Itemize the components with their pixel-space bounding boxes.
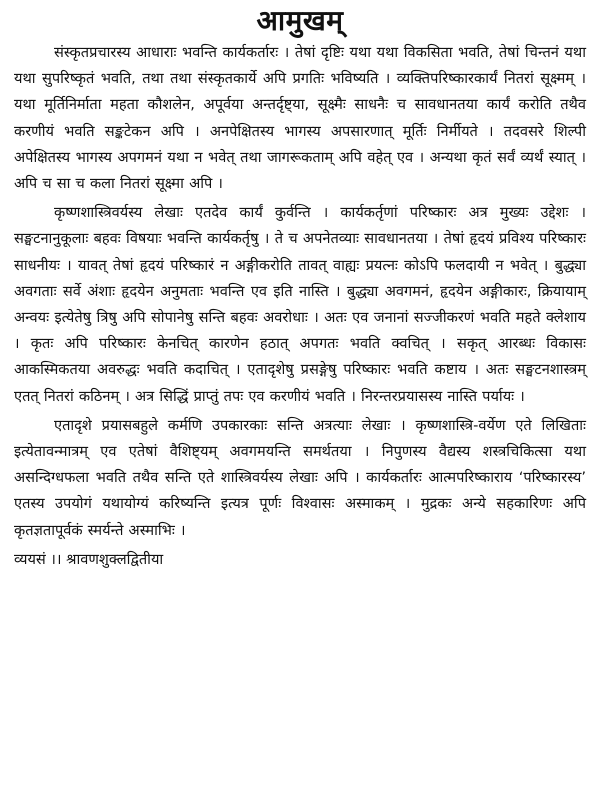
paragraph-2: कृष्णशास्त्रिवर्यस्य लेखाः एतदेव कार्यं कुर्वन्ति । कार्यकर्तृणां परिष्कारः अत्र मुख्यः उद्देशः । सङ्घटनानुकूलाः बहवः विषयाः भवन्ति कार्यकर्तृषु । ते च अपनेतव्याः सावधानतया । तेषां हृदयं प्रविश्य परिष्कारः साधनीयः । यावत् तेषां हृदयं परिष्कारं न अङ्गीकरोति तावत् वाह्यः प्रयत्नः कोऽपि फलदायी न भवेत् । बुद्ध्या अवगताः सर्वे अंशाः हृदयेन अनुमताः भवन्ति एव इति नास्ति । बुद्ध्या अवगमनं, हृदयेन अङ्गीकारः, क्रियायाम् अन्वयः इत्येतेषु त्रिषु अपि सोपानेषु सन्ति बहवः अवरोधाः । अतः एव जनानां सज्जीकरणं भवति महते क्लेशाय । कृतः अपि परिष्कारः केनचित् कारणेन हठात् अपगतः भवति क्वचित् । सकृत् आरब्धः विकासः आकस्मिकतया अवरुद्धः भवति कदाचित् । एतादृशेषु प्रसङ्गेषु परिष्कारः भवति कष्टाय । अतः सङ्घटनशास्त्रम् एतत् नितरां कठिनम् । अत्र सिद्धिं प्राप्तुं तपः एव करणीयं भवति । निरन्तरप्रयासस्य नास्ति पर्यायः । <box>14 204 586 405</box>
paragraph-1: संस्कृतप्रचारस्य आधाराः भवन्ति कार्यकर्तारः । तेषां दृष्टिः यथा यथा विकसिता भवति, तेषां चिन्तनं यथा यथा सुपरिष्कृतं भवति, तथा तथा संस्कृतकार्ये अपि प्रगतिः भविष्यति । व्यक्तिपरिष्कारकार्यं नितरां सूक्ष्मम् । यथा मूर्तिनिर्माता महता कौशलेन, अपूर्वया अन्तर्दृष्ट्या, सूक्ष्मैः साधनैः च सावधानतया कार्यं करोति तथैव करणीयं भवति सङ्कटेकन अपि । अनपेक्षितस्य भागस्य अपसारणात् मूर्तिः निर्मीयते । तदवसरे शिल्पी अपेक्षितस्य भागस्य अपगमनं यथा न भवेत् तथा जागरूकताम् अपि वहेत् एव । अन्यथा कृतं सर्वं व्यर्थं स्यात् । अपि च सा च कला नितरां सूक्ष्मा अपि । <box>14 44 586 193</box>
signoff-date-line: व्ययसं ।। श्रावणशुक्लद्वितीया <box>14 550 164 568</box>
paragraph-3: एतादृशे प्रयासबहुले कर्मणि उपकारकाः सन्ति अत्रत्याः लेखाः । कृष्णशास्त्रि-वर्येण एते लिखिताः इत्येतावन्मात्रम् एव एतेषां वैशिष्ट्यम् अवगमयन्ति समर्थतया । निपुणस्य वैद्यस्य शस्त्रचिकित्सा यथा असन्दिग्धफला भवति तथैव सन्ति एते शास्त्रिवर्यस्य लेखाः अपि । कार्यकर्तारः आत्मपरिष्काराय ‘परिष्कारस्य’ एतस्य उपयोगं यथायोग्यं करिष्यन्ति इत्यत्र पूर्णः विश्वासः अस्माकम् । मुद्रकः अन्ये सहकारिणः अपि कृतज्ञतापूर्वकं स्मर्यन्ते अस्माभिः । <box>14 416 586 539</box>
document-title: आमुखम् <box>256 4 344 37</box>
